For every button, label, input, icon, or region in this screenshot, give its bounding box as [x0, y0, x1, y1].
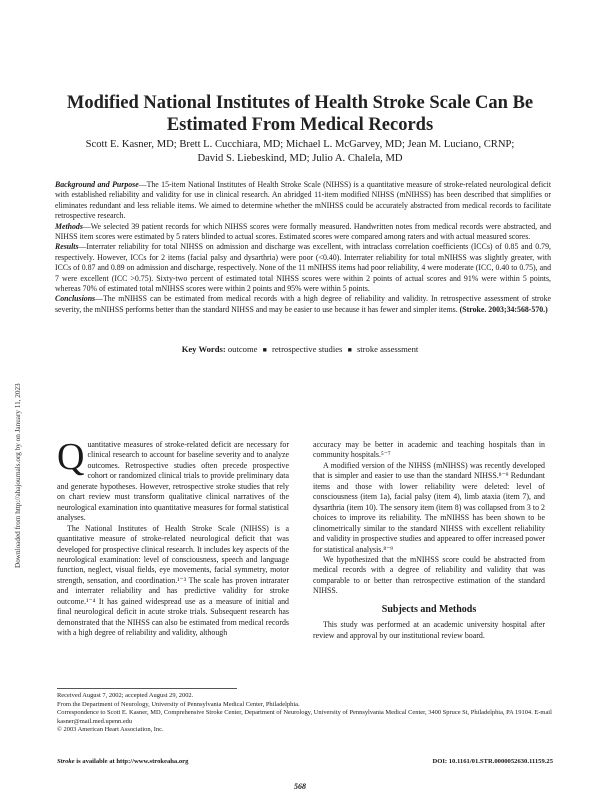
- abstract-conclusions: [55, 294, 551, 315]
- abstract-results-label: Results: [55, 242, 79, 252]
- abstract-results-text: —Interrater reliability for total NIHSS on admission and discharge was excellent, with intraclass correlation coefficients (ICCs) of 0.85 and 0.79, respectively. However, ICCs for 2 items (facial palsy and dysarthria) were poor (<0.40). Interrater reliability for total mNIHSS was slightly greater, with ICCs of 0.87 and 0.89 on admission and discharge, respectively. None of the 11 mNIHSS items had poor reliability, 4 were moderate (ICC, 0.40 to 0.75), and 7 were excellent (ICC >0.75). Sixty-two percent of estimated total NIHSS scores were within 2 points of actual scores and 91% were within 5 points, whereas 70% of estimated total mNIHSS scores were within 2 points and 95% were within 5 points.: [55, 242, 551, 294]
- keyword-item: stroke assessment: [356, 344, 419, 354]
- paragraph-text: uantitative measures of stroke-related deficit are necessary for clinical research to account for baseline severity and to analyze outcomes. Retrospective studies often precede prospective cohort or randomized clinical trials to provide preliminary data and generate hypotheses. However, retrospective stroke studies that rely on chart review must transform qualitative clinical narratives of the neurological examination into quantitative measures for formal statistical analyses.: [57, 440, 289, 523]
- body-paragraph: A modified version of the NIHSS (mNIHSS) was recently developed that is simpler and easier to use than the standard NIHSS.⁸⁻⁹ Redundant items and those with lower reliability were deleted: level of consciousness (item 1a), facial palsy (item 4), limb ataxia (item 7), and dysarthria (item 10). The sensory item (item 8) was collapsed from 3 to 2 choices to improve its reliability. The mNIHSS has been shown to be clinometrically similar to the standard NIHSS with excellent reliability and validity in prospective studies and appeared to offer increased power for statistical analysis.⁸⁻⁹: [313, 460, 545, 554]
- page-number: 568: [294, 782, 306, 791]
- keyword-separator-icon: ■: [347, 346, 352, 354]
- abstract-methods-text: —We selected 39 patient records for which NIHSS scores were formally measured. Handwritten notes from medical records were abstracted, and NIHSS item scores were estimated by 5 raters blinded to actual scores. Estimated scores were compared among raters and with actual measured scores.: [55, 221, 551, 242]
- body-paragraph: The National Institutes of Health Stroke Scale (NIHSS) is a quantitative measure of stroke-related neurological deficit that was developed for prospective clinical research. It includes key aspects of the neurological examination: level of consciousness, speech and language function, neglect, visual fields, eye movements, facial symmetry, motor strength, sensation, and coordination.¹⁻³ The scale has proven intrarater and interrater reliability and has predictive validity for stroke outcome.¹⁻⁴ It has gained widespread use as a measure of initial and final neurological deficit in acute stroke trials. Subsequent research has demonstrated that the NIHSS can also be estimated from medical records with a high degree of reliability and validity, although: [57, 523, 289, 638]
- abstract-conclusions-label: Conclusions: [55, 294, 96, 304]
- authors-line-1: Scott E. Kasner, MD; Brett L. Cucchiara, MD; Michael L. McGarvey, MD; Jean M. Luciano, CRNP;: [85, 139, 515, 150]
- download-watermark: Downloaded from http://ahajournals.org by on January 11, 2023: [14, 383, 22, 568]
- keywords: [40, 344, 560, 354]
- abstract-background-text: —The 15-item National Institutes of Health Stroke Scale (NIHSS) is a quantitative measure of stroke-related neurological deficit with established reliability and validity for use in clinical research. An abridged 11-item modified NIHSS (mNIHSS) has been described that simplifies or eliminates redundant and less reliable items. We aimed to determine whether the mNIHSS could be accurately abstracted from medical records to facilitate retrospective research.: [55, 180, 552, 221]
- keyword-separator-icon: ■: [262, 346, 267, 354]
- body-column-left: [57, 436, 289, 639]
- keywords-label: Key Words:: [181, 344, 226, 354]
- drop-cap: Q: [57, 436, 85, 478]
- body-paragraph: accuracy may be better in academic and teaching hospitals than in community hospitals.⁵⁻⁷: [313, 440, 545, 460]
- footnote-received: Received August 7, 2002; accepted August 29, 2002.: [57, 692, 194, 699]
- body-paragraph: This study was performed at an academic university hospital after review and approval by our institutional review board.: [313, 620, 545, 640]
- body-paragraph: We hypothesized that the mNIHSS score could be abstracted from medical records with a degree of reliability and validity that was comparable to or better than retrospective estimation of the standard NIHSS.: [313, 554, 545, 596]
- journal-url[interactable]: is available at http://www.strokeaha.org: [74, 758, 189, 765]
- journal-availability: [57, 758, 188, 765]
- abstract-conclusions-text: —The mNIHSS can be estimated from medical records with a high degree of reliability and validity. In retrospective assessment of stroke severity, the mNIHSS performs better than the standard NIHSS and may be easier to use because it has fewer and simpler items.: [55, 294, 551, 314]
- authors-line-2: David S. Liebeskind, MD; Julio A. Chalela, MD: [197, 153, 403, 164]
- footnote-correspondence: Correspondence to Scott E. Kasner, MD, Comprehensive Stroke Center, Department of Neurology, University of Pennsylvania Medical Center, 3400 Spruce St, Philadelphia, PA 19104. E-mail kasner@mail.med.upenn.edu: [57, 709, 552, 725]
- journal-name: Stroke: [57, 758, 75, 765]
- body-paragraph: [57, 436, 289, 524]
- abstract-background: [55, 180, 551, 222]
- footnote-copyright: © 2003 American Heart Association, Inc.: [57, 726, 164, 734]
- journal-footer: [57, 758, 553, 765]
- abstract-background-label: Background and Purpose: [55, 180, 139, 189]
- keyword-item: retrospective studies: [272, 344, 343, 354]
- abstract-results: [55, 242, 551, 294]
- section-heading: Subjects and Methods: [381, 603, 477, 615]
- article-title: Modified National Institutes of Health Stroke Scale Can Be Estimated From Medical Records: [66, 93, 534, 135]
- abstract: [55, 180, 551, 315]
- abstract-citation: (Stroke. 2003;34:568-570.): [459, 304, 548, 314]
- footnotes: [57, 692, 553, 735]
- abstract-methods: [55, 222, 551, 243]
- author-list: [40, 138, 560, 166]
- footnote-divider: [57, 688, 237, 689]
- doi: DOI: 10.1161/01.STR.0000052630.11159.25: [432, 758, 553, 765]
- footnote-affiliation: From the Department of Neurology, University of Pennsylvania Medical Center, Philadelphia.: [57, 700, 300, 708]
- keyword-item: outcome: [227, 344, 258, 354]
- abstract-methods-label: Methods: [55, 221, 83, 231]
- body-column-right: [313, 440, 545, 641]
